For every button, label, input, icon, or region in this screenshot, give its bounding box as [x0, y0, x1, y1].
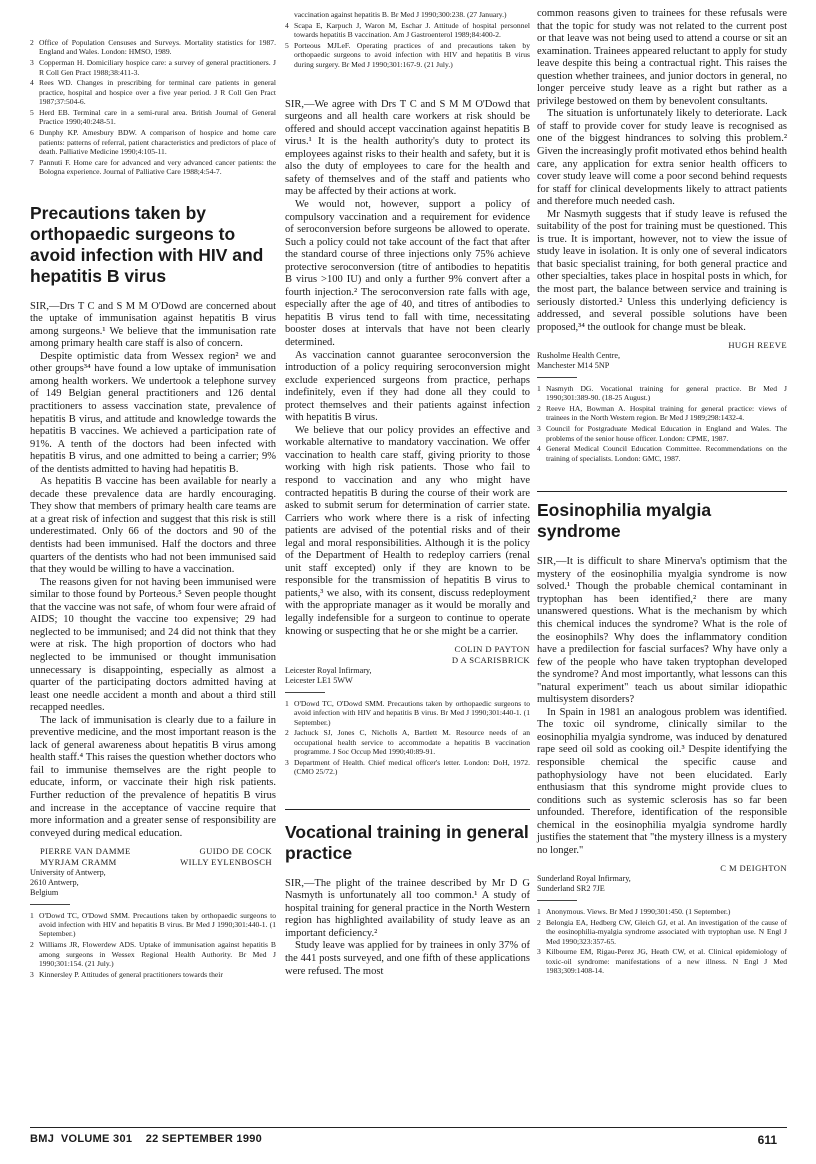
- reference: 1 Anonymous. Views. Br Med J 1990;301:450. (1 September.): [537, 906, 731, 916]
- reference: 3 Department of Health. Chief medical officer's letter. London: DoH, 1972. (CMO 25/72.): [285, 757, 530, 777]
- author-name: COLIN D PAYTON: [454, 644, 530, 655]
- reference-list: [537, 907, 787, 976]
- author-name: C M DEIGHTON: [720, 863, 787, 874]
- page-footer: [30, 1127, 787, 1153]
- article-title-eosinophilia: Eosinophilia myalgia syndrome: [537, 500, 712, 542]
- paragraph: SIR,—The plight of the trainee described by Mr D G Nasmyth is unfortunately all too common.¹ A study of hospital training for general practice in the North Western region has highlighted availability of study leave as an important deficiency.²: [285, 877, 530, 939]
- section-divider: [285, 809, 530, 810]
- paragraph: SIR,—Drs T C and S M M O'Dowd are concerned about the uptake of immunisation against hepatitis B virus among surgeons.¹ We believe that the immunisation rate among primary health care staff is also of concern.: [30, 300, 276, 350]
- signature-row: [30, 846, 276, 857]
- author-address: University of Antwerp, 2610 Antwerp, Belgium: [30, 868, 106, 897]
- reference: 2 Williams JR, Flowerdew ADS. Uptake of immunisation against hepatitis B among surgeons in Wessex Regional Health Authority. Br Med J 1990;301:154. (21 July.): [30, 940, 276, 968]
- reference: 3 Copperman H. Domiciliary hospice care: a survey of general practitioners. J R Coll Gen Pract 1988;38:411-3.: [30, 58, 276, 77]
- reference-list: [537, 384, 787, 463]
- column-2: [285, 0, 530, 978]
- paragraph: Despite optimistic data from Wessex region² we and other groups³⁴ have found a low uptake of immunisation among health workers. We undertook a telephone survey of 149 Belgian general practitioners and 126 dental practitioners to assess vaccination state, prevalence of hepatitis B virus, and attitude and knowledge towards the hepatitis B vaccines. We achieved a participation rate of 91%. A tenth of the doctors had been infected with hepatitis B virus, and one admitted to being a carrier; 9% of the dentists admitted to having had hepatitis B.: [30, 350, 276, 475]
- paragraph: Mr Nasmyth suggests that if study leave is refused the suitability of the post for training must be questioned. This is true. It is important, however, not to view the issue of study leave in isolation. It is only one of several indicators that basic specialist training, for both general practice and other specialties, takes place in hospital posts in which, for the most part, the balance between service and training is seriously distorted.² Unless this underlying deficiency is addressed, and several possible solutions have been proposed,³⁴ the outlook for change must be bleak.: [537, 208, 787, 333]
- author-name: HUGH REEVE: [728, 340, 787, 351]
- reference: 2 Belongia EA, Hedberg CW, Gleich GJ, et al. An investigation of the cause of the eosinophilia-myalgia syndrome associated with tryptophan use. N Engl J Med 1990;323:357-65.: [537, 917, 787, 946]
- reference: 4 Scapa E, Karpuch J, Waron M, Eschar J. Attitude of hospital personnel towards hepatitis B vaccination. Am J Gastroenterol 1989;84:400-2.: [285, 20, 530, 40]
- reference: 5 Porteous MJLeF. Operating practices of and precautions taken by orthopaedic surgeons to avoid infection with HIV and hepatitis B virus during surgery. Br Med J 1990;301:167-9. (21 July.): [285, 41, 530, 69]
- reference: 2 Office of Population Censuses and Surveys. Mortality statistics for 1987. England and Wales. London: HMSO, 1989.: [30, 38, 276, 57]
- paragraph: As vaccination cannot guarantee seroconversion the introduction of a policy requiring seroconversion might exclude experienced surgeons from practice, perhaps indefinitely, even if they had done all they could to protect themselves and their patients against infection with hepatitis B virus.: [285, 349, 530, 424]
- reference-list-continued: [285, 10, 530, 69]
- paragraph: SIR,—We agree with Drs T C and S M M O'Dowd that surgeons and all health care workers at risk should be offered and should accept vaccination against hepatitis B virus.¹ It is the health authority's duty to protect its employees against risks to their health and safety, but it is also the duty of employees to care for the health and safety of themselves and of the staff and patients who may be affected by their actions at work.: [285, 98, 530, 198]
- paragraph: SIR,—It is difficult to share Minerva's optimism that the mystery of the eosinophilia myalgia syndrome is now solved.¹ Though the probable chemical contaminant in tryptophan has been identified,² there are many unanswered questions. What is the mechanism by which this chemical induces the syndrome? What is the role of the eosinophils? Why does the inflammatory condition have a predilection for fascial surfaces? Why have only a few of the people who have taken tryptophan developed the syndrome? And most importantly, what lessons can this "natural experiment" teach us about similar idiopathic multisystem disorders?: [537, 556, 787, 706]
- reference: 5 Herd EB. Terminal care in a semi-rural area. British Journal of General Practice 1990;40:248-51.: [30, 108, 276, 127]
- reference: 1 O'Dowd TC, O'Dowd SMM. Precautions taken by orthopaedic surgeons to avoid infection with HIV and hepatitis B virus. Br Med J 1990;301:440-1. (1 September.): [30, 910, 276, 939]
- reference: vaccination against hepatitis B. Br Med J 1990;300:238. (27 January.): [294, 10, 507, 19]
- author-address: Leicester Royal Infirmary, Leicester LE1 5WW: [285, 666, 372, 685]
- paragraph: As hepatitis B vaccine has been available for nearly a decade these prevalence data are hardly encouraging. They show that members of primary health care teams are at a great risk of infection and suggest that this risk is still underestimated. Only 66 of the doctors and 90 of the dentists had been immunised. Half the doctors and three quarters of the dentists who had not been immunised said that they would be willing to have a vaccination.: [30, 476, 276, 576]
- author-name: D A SCARISBRICK: [451, 655, 530, 666]
- reference-list: [285, 699, 530, 777]
- author-name: PIERRE VAN DAMME: [40, 846, 131, 857]
- paragraph: The reasons given for not having been immunised were similar to those found by Porteous.⁵ Seven people thought that the vaccine was not safe, of whom four were afraid of AIDS; 10 thought the vaccine too expensive; 29 had neglected to be immunised; and 24 did not think that they were at risk. The high proportion of doctors who had neglected to be immunised or thought immunisation unnecessary is disappointing, especially as almost a quarter of the participating doctors admitted having at least one needle accident a month and about a third still recapped needles.: [30, 576, 276, 714]
- author-name: GUIDO DE COCK: [199, 846, 272, 857]
- article-title-vocational-training: Vocational training in general practice: [285, 821, 529, 863]
- reference: 1 Nasmyth DG. Vocational training for general practice. Br Med J 1990;301:389-90. (18-25 August.): [537, 383, 787, 403]
- reference-list-continued: [30, 38, 276, 177]
- reference: 3 Council for Postgraduate Medical Education in England and Wales. The problems of the senior house officer. London: CPME, 1987.: [537, 424, 787, 443]
- paragraph: The situation is unfortunately likely to deteriorate. Lack of staff to provide cover for study leave is recognised as one of the biggest hindrances to solving this problem.² Given the increasingly profit motivated ethos behind health care, any application for extra senior health officers to cover study leave will come a poor second behind requests for staff for clinical developments likely to attract patients and therefore much needed cash.: [537, 108, 787, 208]
- reference: 4 General Medical Council Education Committee. Recommendations on the training of specialists. London: GMC, 1987.: [537, 444, 787, 463]
- author-name: WILLY EYLENBOSCH: [180, 857, 272, 868]
- divider: [537, 900, 577, 901]
- paragraph: We believe that our policy provides an effective and workable alternative to mandatory vaccination. We offer vaccination to health care staff, giving priority to those working with high risk patients. Those who fail to respond to vaccination and any who might have contracted hepatitis B during the course of their work are asked to submit serum for determination of carrier state. Carriers who work where there is a risk of infecting patients are advised of the potential risks and of their legal and moral responsibilities. Although it is the policy of the Department of Health to redeploy carriers (renal unit staff excepted) only if they are known to be responsible for the transmission of hepatitis B virus to patients,³ we also, with its consent, discuss redeployment with the appropriate manager as it would be morally and legally indefensible for a surgeon to continue to operate knowing or suspecting that he or she might be a carrier.: [285, 424, 530, 637]
- column-1: [30, 0, 276, 981]
- reference: 7 Pannuti F. Home care for advanced and very advanced cancer patients: the Bologna experience. Journal of Palliative Care 1988;4:54-7.: [30, 157, 276, 177]
- paragraph: In Spain in 1981 an analogous problem was identified. The toxic oil syndrome, clinically similar to the eosinophilia myalgia syndrome, was induced by denatured rape seed oil sold as cooking oil.³ Despite identifying the responsible chemical the specific cause and pathophysiology have not been elucidated. Early enthusiasm that this syndrome might provide clues to conditions such as systemic sclerosis has so far been unfounded. Therefore, identification of the responsible chemical in the eosinophilia myalgia syndrome hardly justifies the statement that "the mystery illness is a mystery no longer.": [537, 706, 787, 856]
- page-number: 611: [757, 1133, 777, 1147]
- reference: 3 Kilbourne EM, Rigau-Perez JG, Heath CW, et al. Clinical epidemiology of toxic-oil syndrome: manifestations of a new illness. N Engl J Med 1983;309:1408-14.: [537, 947, 787, 976]
- reference: 2 Jachuck SJ, Jones C, Nicholls A, Bartlett M. Resource needs of an occupational health service to accommodate a hepatitis B vaccination programme. J Soc Occup Med 1990;40:89-91.: [285, 728, 530, 757]
- reference: 3 Kinnersley P. Attitudes of general practitioners towards their: [30, 969, 223, 979]
- reference-list: [30, 911, 276, 980]
- author-address: Rusholme Health Centre, Manchester M14 5NP: [537, 351, 620, 371]
- journal-volume-date: BMJ VOLUME 301 22 SEPTEMBER 1990: [30, 1133, 263, 1145]
- reference: 4 Rees WD. Changes in prescribing for terminal care patients in general practice, hospital and hospice over a five year period. J R Coll Gen Pract 1987;37:504-6.: [30, 78, 276, 107]
- reference: 1 O'Dowd TC, O'Dowd SMM. Precautions taken by orthopaedic surgeons to avoid infection with HIV and hepatitis B virus. Br Med J 1990;301:440-1. (1 September.): [285, 698, 530, 727]
- divider: [30, 904, 70, 905]
- paragraph: common reasons given to trainees for these refusals were that the topic for study was not related to the current post or that leave was not being used to attend a course or sit an examination. Trainees appeared reluctant to apply for study leave despite this being a contractual right. This raises the question whether trainees, and junior doctors in general, no longer perceive study leave as a right but rather as a privilege bestowed on them by benevolent consultants.: [537, 8, 787, 107]
- reference: 2 Reeve HA, Bowman A. Hospital training for general practice: views of trainees in the North Western region. Br Med J 1989;298:1432-4.: [537, 404, 787, 423]
- divider: [285, 692, 325, 693]
- author-name: MYRJAM CRAMM: [40, 857, 117, 868]
- section-divider: [537, 491, 787, 492]
- article-title-precautions: Precautions taken by orthopaedic surgeons to avoid infection with HIV and hepatitis B virus: [30, 202, 264, 286]
- paragraph: We would not, however, support a policy of compulsory vaccination and a requirement for evidence of seroconversion before surgeons be allowed to operate. Such a policy could not take account of the fact that after the standard course of three injections only 75% achieve protective seroconversion (titre of antibodies to hepatitis B virus >100 IU) and only a further 9% convert after a fourth injection.² The seroconversion rate falls with age, especially after the age of 40, and titres of antibodies to hepatitis B virus tend to fall with time, necessitating booster doses at intervals that have not been clearly determined.: [285, 198, 530, 348]
- paragraph: The lack of immunisation is clearly due to a failure in preventive medicine, and the most important reason is the lack of general awareness about hepatitis B virus among health staff.⁴ This raises the question whether doctors who fail to immunise themselves are the right people to educate, inform, or vaccinate their high risk patients. Further reduction of the prevalence of hepatitis B virus and increase in the acceptance of vaccine require that more information and a greater sense of responsibility are conveyed during medical education.: [30, 714, 276, 839]
- paragraph: Study leave was applied for by trainees in only 37% of the 441 posts surveyed, and one fifth of these applications were refused. The most: [285, 940, 530, 977]
- reference: 6 Dunphy KP. Amesbury BDW. A comparison of hospice and home care patients: patterns of referral, patient characteristics and predictors of place of death. Palliative Medicine 1990;4:105-11.: [30, 128, 276, 157]
- column-3: [537, 0, 787, 977]
- author-address: Sunderland Royal Infirmary, Sunderland SR2 7JE: [537, 874, 631, 894]
- signature-row: [30, 857, 276, 868]
- divider: [537, 377, 577, 378]
